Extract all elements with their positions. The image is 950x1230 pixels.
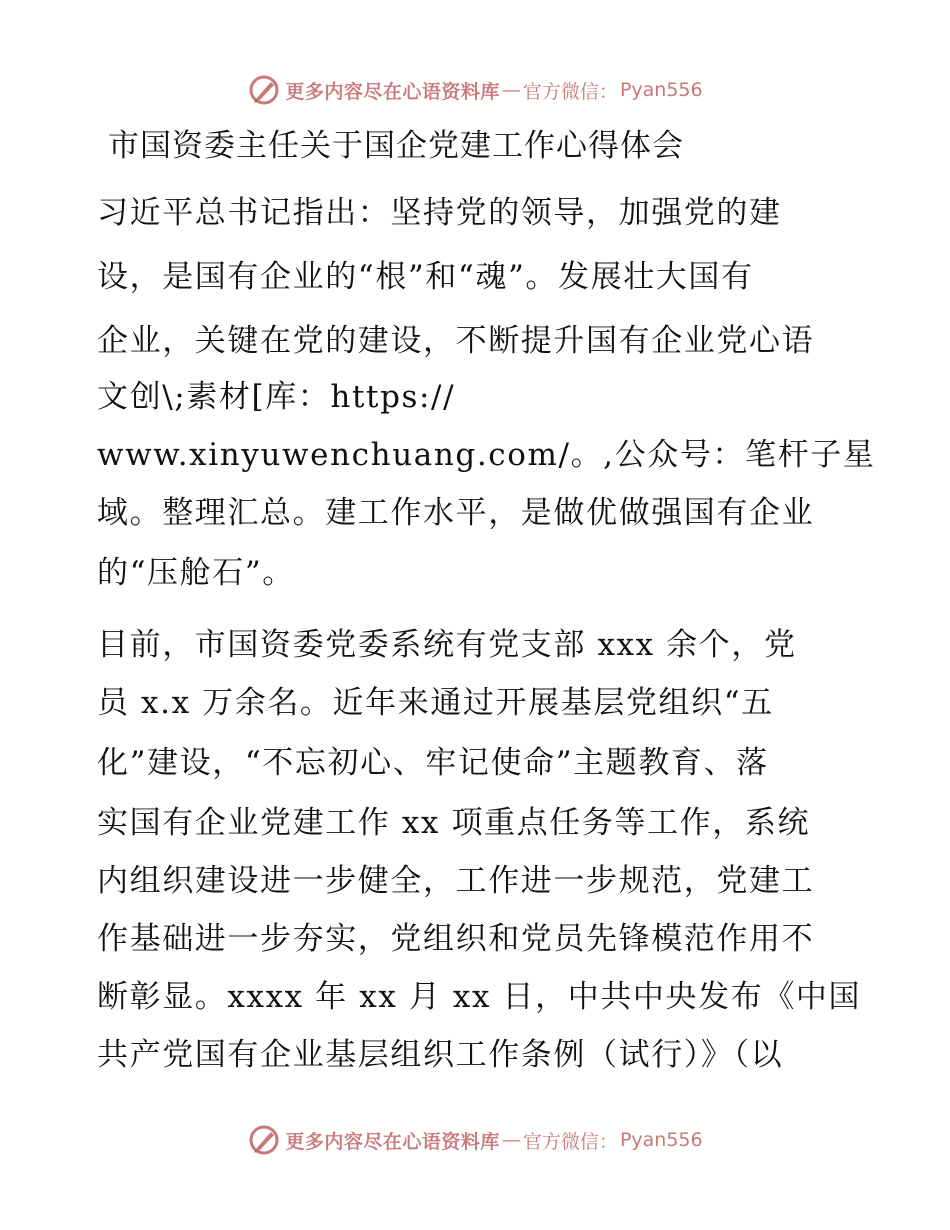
text-line: 实国有企业党建工作 xx 项重点任务等工作，系统 <box>97 805 811 841</box>
footer-banner <box>0 1120 950 1160</box>
text-line: 目前，市国资委党委系统有党支部 xxx 余个，党 <box>97 627 797 663</box>
text-line: 文创\;素材[库：https:// <box>97 379 456 415</box>
text-line: 内组织建设进一步健全，工作进一步规范，党建工 <box>97 863 815 899</box>
header-banner <box>0 70 950 110</box>
text-line: 的“压舱石”。 <box>97 555 295 591</box>
document-title: 市国资委主任关于国企党建工作心得体会 <box>108 128 684 164</box>
text-line: 化”建设，“不忘初心、牢记使命”主题教育、落 <box>97 745 769 781</box>
text-line: 共产党国有企业基层组织工作条例（试行）》（以 <box>97 1037 784 1073</box>
text-line: 企业，关键在党的建设，不断提升国有企业党心语 <box>97 323 815 359</box>
banner-separator: — <box>501 1129 521 1151</box>
text-line: www.xinyuwenchuang.com/。,公众号：笔杆子星 <box>97 437 876 473</box>
banner-wechat-label: 官方微信： <box>522 1130 618 1153</box>
banner-separator: — <box>501 79 521 101</box>
text-line: 员 x.x 万余名。近年来通过开展基层党组织“五 <box>97 685 774 721</box>
banner-wechat-label: 官方微信： <box>522 80 618 103</box>
text-line: 断彰显。xxxx 年 xx 月 xx 日，中共中央发布《中国 <box>97 979 862 1015</box>
banner-wechat-id: Pyan556 <box>619 79 703 101</box>
text-line: 设，是国有企业的“根”和“魂”。发展壮大国有 <box>97 259 754 295</box>
text-line: 习近平总书记指出：坚持党的领导，加强党的建 <box>97 195 782 231</box>
banner-wechat-id: Pyan556 <box>619 1129 703 1151</box>
text-line: 域。整理汇总。建工作水平，是做优做强国有企业 <box>97 495 815 531</box>
quill-logo-icon <box>247 1123 281 1157</box>
banner-slogan: 更多内容尽在心语资料库 <box>285 80 500 103</box>
banner-slogan: 更多内容尽在心语资料库 <box>285 1130 500 1153</box>
quill-logo-icon <box>247 73 281 107</box>
text-line: 作基础进一步夯实，党组织和党员先锋模范作用不 <box>97 921 815 957</box>
